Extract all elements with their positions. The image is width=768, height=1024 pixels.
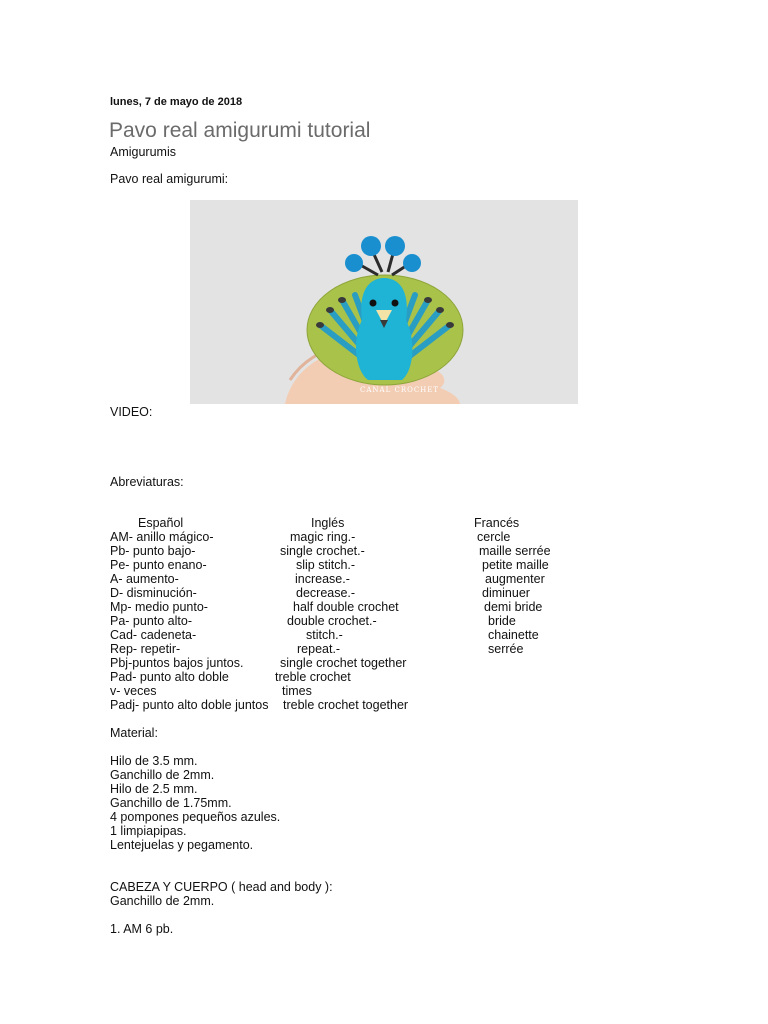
- material-item: Ganchillo de 2mm.: [110, 768, 215, 782]
- abbreviation-row: [0, 698, 768, 712]
- abbreviation-english: repeat.-: [297, 642, 341, 656]
- abbreviations-heading: Abreviaturas:: [110, 475, 184, 489]
- abbreviation-french: chainette: [488, 628, 539, 642]
- abbreviation-french: maille serrée: [479, 544, 551, 558]
- abbreviation-row: [0, 530, 768, 544]
- abbreviation-spanish: Rep- repetir-: [110, 642, 181, 656]
- abbreviation-row: [0, 684, 768, 698]
- material-item: Hilo de 3.5 mm.: [110, 754, 198, 768]
- abbreviation-row: [0, 670, 768, 684]
- abbreviation-spanish: Pb- punto bajo-: [110, 544, 196, 558]
- section-heading: CABEZA Y CUERPO ( head and body ):: [110, 880, 333, 894]
- abbreviation-french: petite maille: [482, 558, 549, 572]
- abbreviation-english: magic ring.-: [290, 530, 356, 544]
- abbreviation-row: [0, 656, 768, 670]
- abbreviation-english: half double crochet: [293, 600, 399, 614]
- section-hook: Ganchillo de 2mm.: [110, 894, 215, 908]
- abbreviation-spanish: Padj- punto alto doble juntos: [110, 698, 269, 712]
- column-header-french: Francés: [474, 516, 520, 530]
- material-heading: Material:: [110, 726, 158, 740]
- abbreviation-row: [0, 558, 768, 572]
- abbreviation-english: single crochet.-: [280, 544, 365, 558]
- abbreviation-spanish: Cad- cadeneta-: [110, 628, 197, 642]
- abbreviation-row: [0, 572, 768, 586]
- abbreviation-spanish: v- veces: [110, 684, 157, 698]
- material-item: Hilo de 2.5 mm.: [110, 782, 198, 796]
- peacock-photo: [190, 200, 578, 404]
- abbreviation-english: increase.-: [295, 572, 350, 586]
- abbreviation-english: treble crochet together: [283, 698, 409, 712]
- abbreviation-row: [0, 600, 768, 614]
- abbreviation-spanish: Pa- punto alto-: [110, 614, 192, 628]
- abbreviation-spanish: D- disminución-: [110, 586, 197, 600]
- material-item: Ganchillo de 1.75mm.: [110, 796, 232, 810]
- abbreviation-french: demi bride: [484, 600, 543, 614]
- abbreviation-spanish: Pbj-puntos bajos juntos.: [110, 656, 244, 670]
- material-item: 4 pompones pequeños azules.: [110, 810, 281, 824]
- abbreviation-spanish: AM- anillo mágico-: [110, 530, 214, 544]
- column-header-english: Inglés: [311, 516, 345, 530]
- abbreviation-row: [0, 614, 768, 628]
- abbreviation-english: times: [282, 684, 312, 698]
- abbreviation-spanish: A- aumento-: [110, 572, 179, 586]
- post-date: lunes, 7 de mayo de 2018: [110, 96, 243, 108]
- abbreviation-french: serrée: [488, 642, 524, 656]
- abbreviation-french: augmenter: [485, 572, 545, 586]
- abbreviations-header-row: [0, 516, 768, 530]
- abbreviation-spanish: Mp- medio punto-: [110, 600, 208, 614]
- abbreviation-english: slip stitch.-: [296, 558, 356, 572]
- photo-watermark: CANAL CROCHET: [360, 386, 440, 394]
- abbreviation-french: bride: [488, 614, 516, 628]
- abbreviation-english: decrease.-: [296, 586, 356, 600]
- abbreviation-english: single crochet together: [280, 656, 407, 670]
- abbreviation-english: double crochet.-: [287, 614, 377, 628]
- abbreviation-french: cercle: [477, 530, 511, 544]
- abbreviation-spanish: Pe- punto enano-: [110, 558, 207, 572]
- abbreviation-english: stitch.-: [306, 628, 343, 642]
- pattern-step: 1. AM 6 pb.: [110, 922, 174, 936]
- abbreviation-french: diminuer: [482, 586, 530, 600]
- post-label[interactable]: Amigurumis: [110, 145, 176, 159]
- abbreviation-row: [0, 642, 768, 656]
- abbreviation-row: [0, 544, 768, 558]
- material-item: 1 limpiapipas.: [110, 824, 187, 838]
- material-item: Lentejuelas y pegamento.: [110, 838, 254, 852]
- video-label: VIDEO:: [110, 405, 153, 419]
- abbreviation-row: [0, 586, 768, 600]
- abbreviation-spanish: Pad- punto alto doble: [110, 670, 229, 684]
- column-header-spanish: Español: [138, 516, 184, 530]
- post-title[interactable]: Pavo real amigurumi tutorial: [109, 119, 371, 142]
- abbreviation-row: [0, 628, 768, 642]
- abbreviation-english: treble crochet: [275, 670, 351, 684]
- intro-text: Pavo real amigurumi:: [110, 172, 229, 186]
